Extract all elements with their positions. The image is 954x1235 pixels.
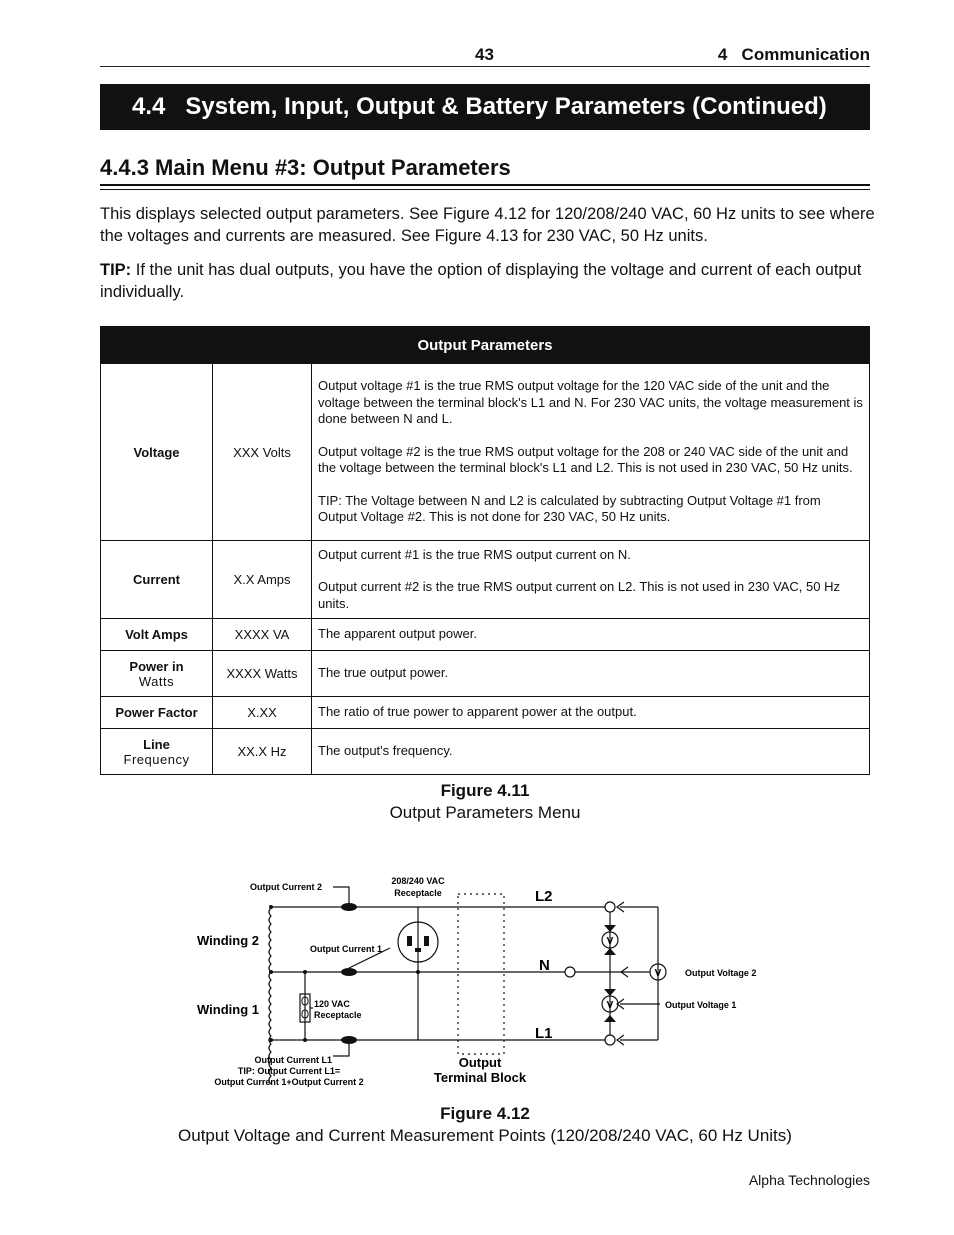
current-sensor-icon xyxy=(341,903,357,911)
table-row xyxy=(101,619,870,651)
label-tip-current: TIP: Output Current L1= xyxy=(237,1066,341,1076)
description-line: Output voltage #2 is the true RMS output voltage for the 208 or 240 VAC side of the unit and the voltage between the terminal block's L1 and L2. This is not used in 230 VAC, 50 Hz units. xyxy=(318,443,853,476)
label-receptacle-240: 208/240 VAC xyxy=(391,876,445,886)
figure-4-12-caption: Output Voltage and Current Measurement Points (120/208/240 VAC, 60 Hz Units) xyxy=(178,1126,792,1145)
leader-current-2 xyxy=(333,887,349,904)
label-l1: L1 xyxy=(535,1025,553,1042)
table-row xyxy=(101,729,870,775)
label-output-voltage-2: Output Voltage 2 xyxy=(685,968,757,978)
figure-4-11-caption: Output Parameters Menu xyxy=(389,803,581,822)
junction-dot xyxy=(303,1038,307,1042)
param-name: Power Factor xyxy=(101,697,213,729)
param-description: The ratio of true power to apparent power at the output. xyxy=(312,697,870,729)
label-l2: L2 xyxy=(535,888,553,905)
param-description: The apparent output power. xyxy=(312,619,870,651)
tip-label: TIP: xyxy=(100,261,132,279)
prong-icon xyxy=(424,936,429,946)
voltmeter-label: V xyxy=(606,936,614,947)
param-value: XXXX VA xyxy=(213,619,312,651)
heading-rule-thin xyxy=(100,189,870,190)
prong-icon xyxy=(415,948,421,952)
figure-4-11-title: Figure 4.11 xyxy=(440,781,530,800)
section-banner: 4.4 System, Input, Output & Battery Parameters (Continued) xyxy=(100,84,870,130)
param-subname: Watts xyxy=(138,673,175,689)
param-name: Volt Amps xyxy=(101,619,213,651)
param-name: Voltage xyxy=(101,364,213,541)
junction-dot xyxy=(269,905,273,909)
intro-paragraph: This displays selected output parameters. See Figure 4.12 for 120/208/240 VAC, 60 Hz units to see where the voltages and currents are measured. See Figure 4.13 for 230 VAC, 50 Hz units. xyxy=(100,205,875,245)
figure-4-12-title: Figure 4.12 xyxy=(440,1104,530,1123)
arrow-icon xyxy=(604,1015,616,1022)
voltmeter-label: V xyxy=(654,968,662,979)
table-title: Output Parameters xyxy=(101,327,870,364)
param-subname: Frequency xyxy=(123,751,190,767)
label-receptacle-120: 120 VAC xyxy=(314,999,350,1009)
table-row xyxy=(101,697,870,729)
label-terminal-output: Output xyxy=(458,1055,502,1070)
current-sensor-icon xyxy=(341,1036,357,1044)
label-output-voltage-1: Output Voltage 1 xyxy=(665,1000,737,1010)
junction-dot xyxy=(303,970,307,974)
description-line: Output current #2 is the true RMS output current on L2. This is not used in 230 VAC, 50 Hz units. xyxy=(318,579,840,611)
label-terminal-block: Terminal Block xyxy=(433,1070,527,1085)
voltmeter-label: V xyxy=(606,1000,614,1011)
measurement-points-diagram xyxy=(0,860,954,1100)
param-value: XXXX Watts xyxy=(213,651,312,697)
param-value: X.X Amps xyxy=(213,541,312,619)
footer-company: Alpha Technologies xyxy=(748,1172,870,1188)
tip-text: If the unit has dual outputs, you have the option of displaying the voltage and current of each output individually. xyxy=(100,261,862,301)
param-description xyxy=(312,364,870,541)
label-winding-2: Winding 2 xyxy=(197,933,259,948)
label-output-current-2: Output Current 2 xyxy=(250,882,322,892)
terminal-n-icon xyxy=(565,967,575,977)
terminal-l1-icon xyxy=(605,1035,615,1045)
tip-paragraph xyxy=(100,259,875,303)
label-output-current-1: Output Current 1 xyxy=(310,944,382,954)
param-description: The true output power. xyxy=(312,651,870,697)
output-parameters-table xyxy=(100,326,870,775)
arrow-icon xyxy=(604,989,616,996)
header-rule xyxy=(100,66,870,67)
terminal-block-box xyxy=(458,894,504,1054)
arrow-icon xyxy=(604,948,616,955)
param-value: XXX Volts xyxy=(213,364,312,541)
table-row xyxy=(101,541,870,619)
param-name: Current xyxy=(101,541,213,619)
label-n: N xyxy=(539,957,550,974)
description-line: Output voltage #1 is the true RMS output voltage for the 120 VAC side of the unit and the voltage between the terminal block's L1 and N. For 230 VAC units, the voltage measurement is done between N and L. xyxy=(318,378,863,427)
terminal-l2-icon xyxy=(605,902,615,912)
param-description xyxy=(312,541,870,619)
label-tip-sum: Output Current 1+Output Current 2 xyxy=(214,1077,364,1087)
label-receptacle-240-2: Receptacle xyxy=(394,888,442,898)
param-value: XX.X Hz xyxy=(213,729,312,775)
junction-dot xyxy=(269,970,273,974)
junction-dot xyxy=(416,970,420,974)
page-number: 43 xyxy=(475,45,494,64)
label-receptacle-120-2: Receptacle xyxy=(314,1010,362,1020)
table-row xyxy=(101,651,870,697)
param-description: The output's frequency. xyxy=(312,729,870,775)
current-sensor-icon xyxy=(341,968,357,976)
table-row xyxy=(101,364,870,541)
param-value: X.XX xyxy=(213,697,312,729)
label-winding-1: Winding 1 xyxy=(197,1002,259,1017)
subsection-heading: 4.4.3 Main Menu #3: Output Parameters xyxy=(100,155,511,180)
section-title: 4 Communication xyxy=(717,45,870,64)
param-name: Line Frequency xyxy=(101,729,213,775)
junction-dot xyxy=(269,1038,273,1042)
param-name: Power in Watts xyxy=(101,651,213,697)
heading-rule xyxy=(100,184,870,186)
leader-current-l1 xyxy=(333,1042,349,1056)
description-line: Output current #1 is the true RMS output current on N. xyxy=(318,546,631,562)
label-output-current-l1: Output Current L1 xyxy=(254,1055,332,1065)
prong-icon xyxy=(407,936,412,946)
arrow-icon xyxy=(604,925,616,932)
description-line: TIP: The Voltage between N and L2 is calculated by subtracting Output Voltage #1 from Output Voltage #2. This is not done for 230 VAC, 50 Hz units. xyxy=(318,492,821,525)
